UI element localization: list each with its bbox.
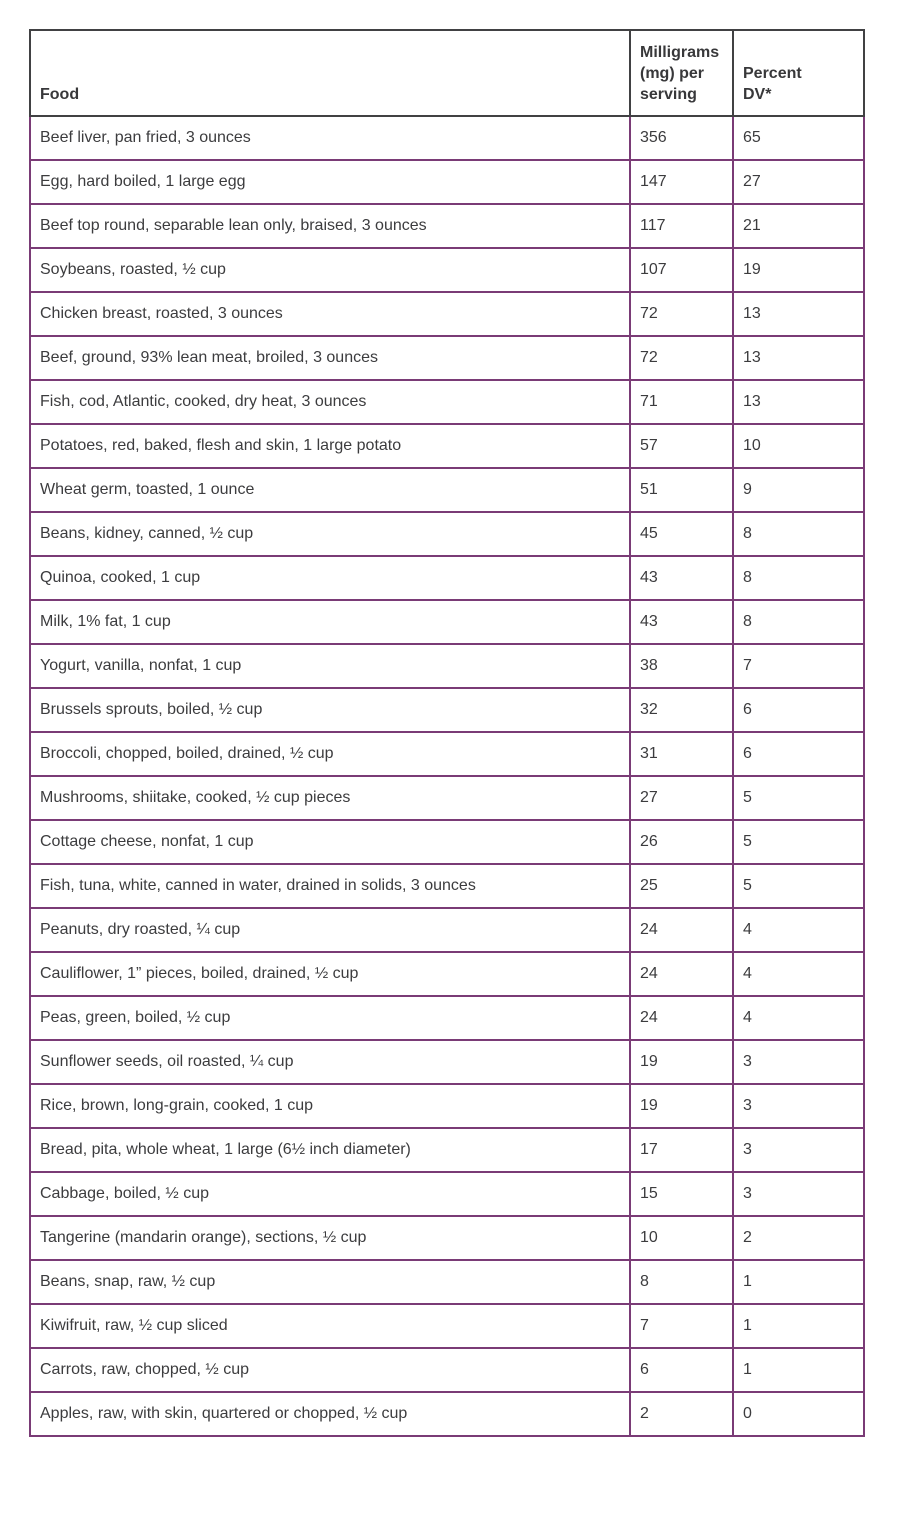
food-cell: Potatoes, red, baked, flesh and skin, 1 large potato <box>30 424 630 468</box>
table-row <box>30 336 864 380</box>
table-row <box>30 1128 864 1172</box>
food-cell: Bread, pita, whole wheat, 1 large (6½ inch diameter) <box>30 1128 630 1172</box>
food-cell: Peanuts, dry roasted, ¼ cup <box>30 908 630 952</box>
food-cell: Cauliflower, 1” pieces, boiled, drained, ½ cup <box>30 952 630 996</box>
mg-per-serving-cell: 32 <box>630 688 733 732</box>
table-row <box>30 996 864 1040</box>
mg-per-serving-cell: 24 <box>630 908 733 952</box>
food-cell: Kiwifruit, raw, ½ cup sliced <box>30 1304 630 1348</box>
table-row <box>30 468 864 512</box>
header-percent-dv <box>733 30 864 116</box>
table-row <box>30 380 864 424</box>
food-cell: Beans, snap, raw, ½ cup <box>30 1260 630 1304</box>
percent-dv-cell: 5 <box>733 776 864 820</box>
table-row <box>30 424 864 468</box>
mg-per-serving-cell: 356 <box>630 116 733 160</box>
header-dv-line: DV* <box>743 86 772 104</box>
header-food-label: Food <box>40 86 80 104</box>
table-row <box>30 1260 864 1304</box>
percent-dv-cell: 7 <box>733 644 864 688</box>
table-row <box>30 204 864 248</box>
header-dv-line: Percent <box>743 65 802 83</box>
mg-per-serving-cell: 19 <box>630 1084 733 1128</box>
food-cell: Fish, cod, Atlantic, cooked, dry heat, 3 ounces <box>30 380 630 424</box>
mg-per-serving-cell: 43 <box>630 600 733 644</box>
table-row <box>30 1392 864 1436</box>
percent-dv-cell: 0 <box>733 1392 864 1436</box>
table-row <box>30 1040 864 1084</box>
table-row <box>30 1304 864 1348</box>
mg-per-serving-cell: 45 <box>630 512 733 556</box>
food-cell: Soybeans, roasted, ½ cup <box>30 248 630 292</box>
table-row <box>30 688 864 732</box>
mg-per-serving-cell: 6 <box>630 1348 733 1392</box>
table-header <box>30 30 864 116</box>
food-cell: Tangerine (mandarin orange), sections, ½ cup <box>30 1216 630 1260</box>
percent-dv-cell: 1 <box>733 1304 864 1348</box>
food-cell: Beef top round, separable lean only, braised, 3 ounces <box>30 204 630 248</box>
mg-per-serving-cell: 38 <box>630 644 733 688</box>
percent-dv-cell: 65 <box>733 116 864 160</box>
food-cell: Fish, tuna, white, canned in water, drained in solids, 3 ounces <box>30 864 630 908</box>
mg-per-serving-cell: 26 <box>630 820 733 864</box>
percent-dv-cell: 3 <box>733 1084 864 1128</box>
mg-per-serving-cell: 71 <box>630 380 733 424</box>
percent-dv-cell: 19 <box>733 248 864 292</box>
percent-dv-cell: 3 <box>733 1128 864 1172</box>
header-row <box>30 30 864 116</box>
mg-per-serving-cell: 17 <box>630 1128 733 1172</box>
food-cell: Beef, ground, 93% lean meat, broiled, 3 ounces <box>30 336 630 380</box>
table-row <box>30 1084 864 1128</box>
mg-per-serving-cell: 57 <box>630 424 733 468</box>
food-cell: Peas, green, boiled, ½ cup <box>30 996 630 1040</box>
table-row <box>30 820 864 864</box>
table-row <box>30 776 864 820</box>
food-cell: Yogurt, vanilla, nonfat, 1 cup <box>30 644 630 688</box>
food-cell: Chicken breast, roasted, 3 ounces <box>30 292 630 336</box>
food-cell: Rice, brown, long-grain, cooked, 1 cup <box>30 1084 630 1128</box>
percent-dv-cell: 5 <box>733 864 864 908</box>
food-cell: Milk, 1% fat, 1 cup <box>30 600 630 644</box>
food-cell: Carrots, raw, chopped, ½ cup <box>30 1348 630 1392</box>
mg-per-serving-cell: 72 <box>630 292 733 336</box>
mg-per-serving-cell: 147 <box>630 160 733 204</box>
food-cell: Beef liver, pan fried, 3 ounces <box>30 116 630 160</box>
percent-dv-cell: 1 <box>733 1348 864 1392</box>
food-cell: Wheat germ, toasted, 1 ounce <box>30 468 630 512</box>
table-row <box>30 512 864 556</box>
mg-per-serving-cell: 24 <box>630 996 733 1040</box>
table-row <box>30 600 864 644</box>
mg-per-serving-cell: 10 <box>630 1216 733 1260</box>
header-food <box>30 30 630 116</box>
table-row <box>30 248 864 292</box>
mg-per-serving-cell: 7 <box>630 1304 733 1348</box>
table-row <box>30 644 864 688</box>
percent-dv-cell: 3 <box>733 1172 864 1216</box>
mg-per-serving-cell: 2 <box>630 1392 733 1436</box>
food-cell: Brussels sprouts, boiled, ½ cup <box>30 688 630 732</box>
food-cell: Quinoa, cooked, 1 cup <box>30 556 630 600</box>
food-cell: Broccoli, chopped, boiled, drained, ½ cup <box>30 732 630 776</box>
percent-dv-cell: 8 <box>733 600 864 644</box>
mg-per-serving-cell: 31 <box>630 732 733 776</box>
choline-content-table <box>29 29 865 1437</box>
header-mg-line: serving <box>640 86 697 104</box>
food-cell: Cottage cheese, nonfat, 1 cup <box>30 820 630 864</box>
table-body <box>30 116 864 1436</box>
percent-dv-cell: 9 <box>733 468 864 512</box>
percent-dv-cell: 21 <box>733 204 864 248</box>
header-mg-line: Milligrams <box>640 44 720 61</box>
table-row <box>30 116 864 160</box>
mg-per-serving-cell: 43 <box>630 556 733 600</box>
percent-dv-cell: 8 <box>733 556 864 600</box>
mg-per-serving-cell: 19 <box>630 1040 733 1084</box>
percent-dv-cell: 2 <box>733 1216 864 1260</box>
percent-dv-cell: 13 <box>733 380 864 424</box>
table-row <box>30 732 864 776</box>
percent-dv-cell: 4 <box>733 908 864 952</box>
header-mg-line: (mg) per <box>640 65 704 83</box>
percent-dv-cell: 13 <box>733 292 864 336</box>
table-row <box>30 556 864 600</box>
mg-per-serving-cell: 15 <box>630 1172 733 1216</box>
mg-per-serving-cell: 25 <box>630 864 733 908</box>
table-row <box>30 1216 864 1260</box>
mg-per-serving-cell: 24 <box>630 952 733 996</box>
percent-dv-cell: 4 <box>733 952 864 996</box>
percent-dv-cell: 1 <box>733 1260 864 1304</box>
mg-per-serving-cell: 117 <box>630 204 733 248</box>
table-row <box>30 952 864 996</box>
percent-dv-cell: 5 <box>733 820 864 864</box>
mg-per-serving-cell: 107 <box>630 248 733 292</box>
table-row <box>30 1348 864 1392</box>
percent-dv-cell: 4 <box>733 996 864 1040</box>
table-row <box>30 160 864 204</box>
percent-dv-cell: 27 <box>733 160 864 204</box>
food-cell: Egg, hard boiled, 1 large egg <box>30 160 630 204</box>
food-cell: Mushrooms, shiitake, cooked, ½ cup pieces <box>30 776 630 820</box>
percent-dv-cell: 6 <box>733 732 864 776</box>
mg-per-serving-cell: 8 <box>630 1260 733 1304</box>
percent-dv-cell: 8 <box>733 512 864 556</box>
mg-per-serving-cell: 72 <box>630 336 733 380</box>
table-row <box>30 1172 864 1216</box>
mg-per-serving-cell: 51 <box>630 468 733 512</box>
food-cell: Sunflower seeds, oil roasted, ¼ cup <box>30 1040 630 1084</box>
percent-dv-cell: 6 <box>733 688 864 732</box>
food-cell: Beans, kidney, canned, ½ cup <box>30 512 630 556</box>
header-milligrams-per-serving <box>630 30 733 116</box>
percent-dv-cell: 3 <box>733 1040 864 1084</box>
food-cell: Apples, raw, with skin, quartered or chopped, ½ cup <box>30 1392 630 1436</box>
table-row <box>30 864 864 908</box>
percent-dv-cell: 13 <box>733 336 864 380</box>
table-row <box>30 292 864 336</box>
food-cell: Cabbage, boiled, ½ cup <box>30 1172 630 1216</box>
mg-per-serving-cell: 27 <box>630 776 733 820</box>
table-row <box>30 908 864 952</box>
percent-dv-cell: 10 <box>733 424 864 468</box>
